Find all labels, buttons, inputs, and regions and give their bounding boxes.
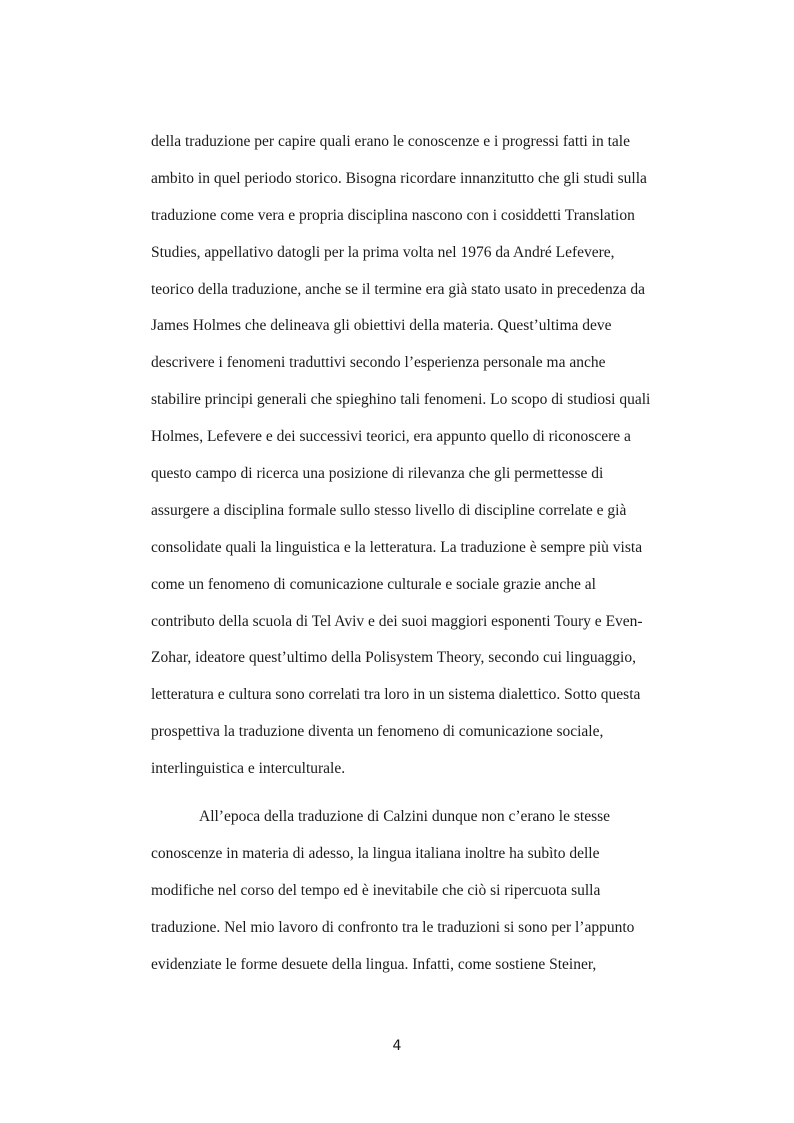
text-line: della traduzione per capire quali erano le conoscenze e i progressi fatti in tale	[151, 133, 630, 150]
text-line: questo campo di ricerca una posizione di rilevanza che gli permettesse di	[151, 465, 604, 483]
text-line: James Holmes che delineava gli obiettivi della materia. Quest’ultima deve	[151, 317, 612, 335]
text-line: consolidate quali la linguistica e la letteratura. La traduzione è sempre più vista	[151, 538, 643, 556]
text-line: descrivere i fenomeni traduttivi secondo l’esperienza personale ma anche	[151, 354, 606, 372]
text-line: come un fenomeno di comunicazione culturale e sociale grazie anche al	[151, 575, 596, 593]
page-number: 4	[392, 1038, 402, 1054]
text-line: All’epoca della traduzione di Calzini dunque non c’erano le stesse	[199, 808, 611, 826]
text-line: interlinguistica e interculturale.	[151, 760, 346, 778]
text-line: evidenziate le forme desuete della lingua. Infatti, come sostiene Steiner,	[151, 955, 597, 973]
paragraph	[151, 805, 671, 977]
text-line: letteratura e cultura sono correlati tra loro in un sistema dialettico. Sotto questa	[151, 686, 641, 704]
text-line: stabilire principi generali che spieghino tali fenomeni. Lo scopo di studiosi quali	[151, 391, 651, 409]
text-line: Studies, appellativo datogli per la prima volta nel 1976 da André Lefevere,	[151, 243, 615, 261]
text-line: modifiche nel corso del tempo ed è inevitabile che ciò si ripercuota sulla	[151, 881, 601, 899]
body-text	[151, 130, 671, 1001]
text-line: traduzione come vera e propria disciplina nascono con i cosiddetti Translation	[151, 206, 635, 224]
text-line: teorico della traduzione, anche se il termine era già stato usato in precedenza da	[151, 280, 646, 298]
text-line: Zohar, ideatore quest’ultimo della Polisystem Theory, secondo cui linguaggio,	[151, 649, 636, 667]
paragraph	[151, 130, 671, 781]
text-line: contributo della scuola di Tel Aviv e dei suoi maggiori esponenti Toury e Even-	[151, 612, 643, 630]
text-line: traduzione. Nel mio lavoro di confronto tra le traduzioni si sono per l’appunto	[151, 918, 635, 936]
text-line: Holmes, Lefevere e dei successivi teorici, era appunto quello di riconoscere a	[151, 428, 631, 446]
text-line: assurgere a disciplina formale sullo stesso livello di discipline correlate e già	[151, 501, 627, 519]
text-line: prospettiva la traduzione diventa un fenomeno di comunicazione sociale,	[151, 723, 604, 741]
text-line: ambito in quel periodo storico. Bisogna ricordare innanzitutto che gli studi sulla	[151, 169, 647, 187]
text-line: conoscenze in materia di adesso, la lingua italiana inoltre ha subìto delle	[151, 845, 600, 863]
